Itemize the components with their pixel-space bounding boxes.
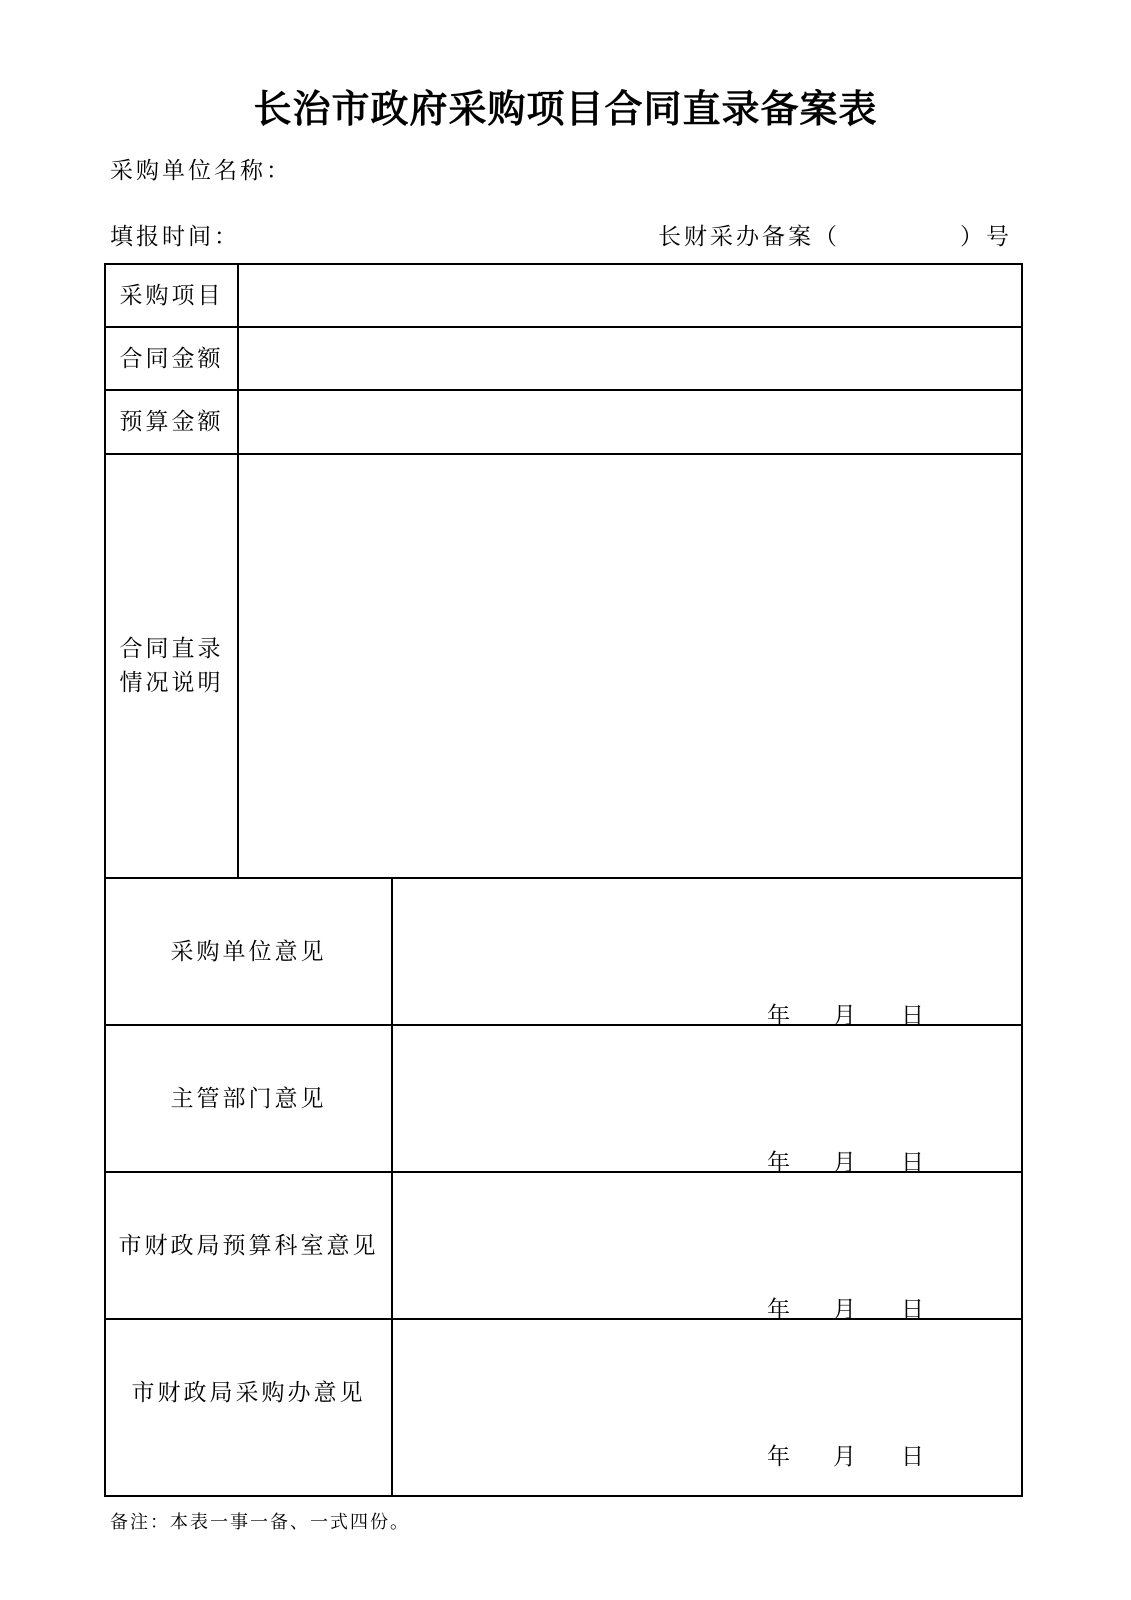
purchaser-opinion-label: 采购单位意见 [170,938,327,965]
procurement-office-opinion-label: 市财政局采购办意见 [131,1379,366,1406]
description-field[interactable] [239,455,1021,877]
month-label: 月 [833,1003,856,1029]
contract-amount-label: 合同金额 [119,345,224,372]
day-label: 日 [901,1297,924,1323]
signature-date [767,1438,1017,1468]
record-number [658,218,1018,251]
contract-amount-field[interactable] [239,328,1021,389]
form-title: 长治市政府采购项目合同直录备案表 [253,86,878,131]
budget-office-opinion-label: 市财政局预算科室意见 [118,1232,379,1259]
description-label-line1: 合同直录 [119,636,224,662]
project-field[interactable] [239,265,1021,326]
month-label: 月 [833,1150,856,1176]
day-label: 日 [901,1150,924,1176]
purchaser-name-label: 采购单位名称： [110,158,292,184]
budget-amount-label: 预算金额 [119,409,224,435]
day-label: 日 [901,1003,924,1029]
signature-date [767,1144,1017,1174]
department-opinion-field[interactable] [393,1026,1021,1176]
description-label [106,455,237,877]
month-label: 月 [833,1444,856,1470]
signature-date [767,1291,1017,1321]
purchaser-opinion-field[interactable] [393,879,1021,1029]
project-label: 采购项目 [119,282,224,309]
record-number-suffix: ）号 [960,224,1012,250]
year-label: 年 [767,1297,790,1323]
department-opinion-label: 主管部门意见 [170,1085,327,1112]
fill-date-label: 填报时间： [110,224,240,250]
month-label: 月 [833,1297,856,1323]
year-label: 年 [767,1150,790,1176]
year-label: 年 [767,1444,790,1470]
budget-office-opinion-field[interactable] [393,1173,1021,1323]
description-label-line2: 情况说明 [119,670,224,696]
record-number-prefix: 长财采办备案（ [658,224,840,250]
procurement-office-opinion-field[interactable] [393,1320,1021,1495]
filing-table [104,263,1023,1497]
year-label: 年 [767,1003,790,1029]
footnote: 备注：本表一事一备、一式四份。 [110,1512,410,1533]
budget-amount-field[interactable] [239,391,1021,453]
signature-date [767,997,1017,1027]
day-label: 日 [901,1444,924,1470]
